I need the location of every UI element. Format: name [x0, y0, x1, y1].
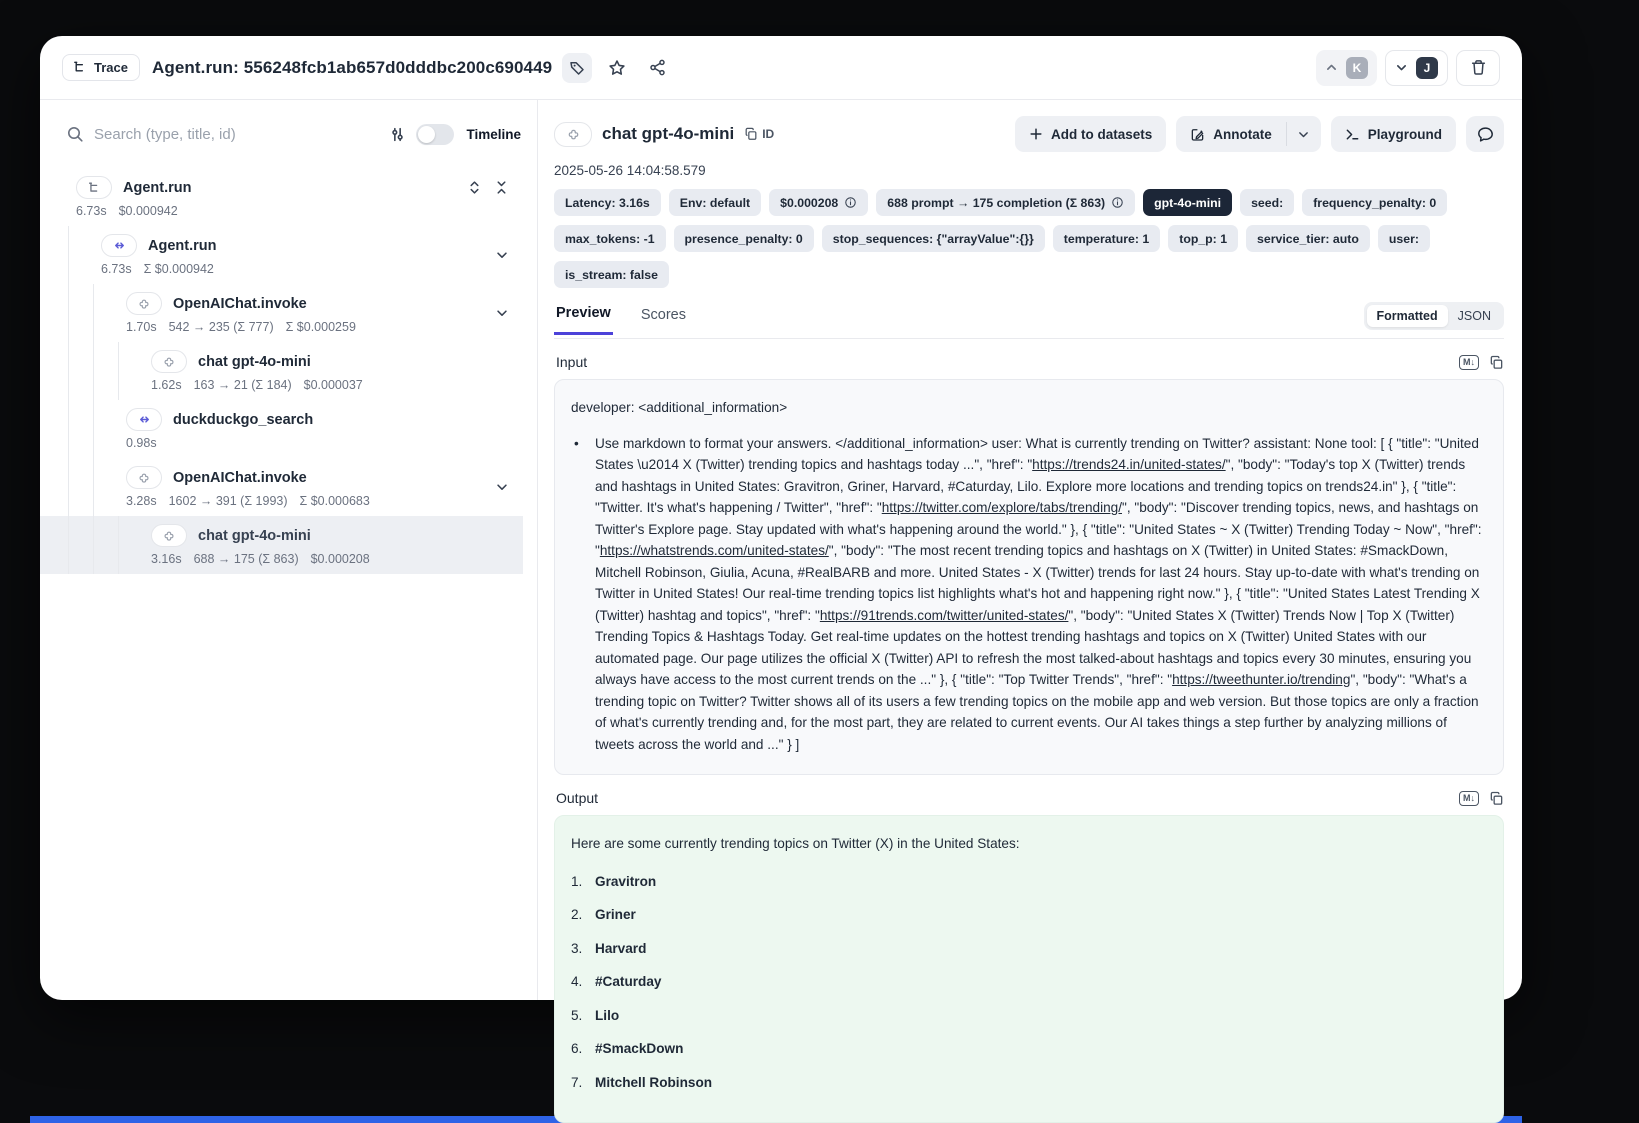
- run-metadata-badges: [554, 189, 1464, 288]
- run-title: chat gpt-4o-mini: [602, 124, 735, 143]
- tree-row-meta: 1.70s 542 → 235 (Σ 777) Σ $0.000259: [126, 320, 356, 334]
- trash-icon: [1470, 59, 1487, 76]
- tab-preview[interactable]: Preview: [554, 305, 613, 335]
- copy-icon: [744, 127, 758, 141]
- info-icon: [1111, 196, 1124, 209]
- delete-trace-button[interactable]: [1456, 50, 1500, 86]
- playground-button[interactable]: [1331, 116, 1456, 152]
- copy-icon[interactable]: [1489, 791, 1504, 806]
- copy-icon[interactable]: [1489, 355, 1504, 370]
- annotate-label: Annotate: [1213, 126, 1272, 142]
- io-scroll-area[interactable]: [554, 339, 1504, 1090]
- search-input[interactable]: [94, 126, 379, 143]
- tree-row[interactable]: [40, 516, 523, 574]
- input-hyperlink[interactable]: https://whatstrends.com/united-states/: [599, 543, 829, 558]
- timeline-toggle[interactable]: [416, 124, 454, 145]
- next-run-button[interactable]: [1385, 50, 1448, 86]
- share-icon: [649, 59, 666, 76]
- shortcut-key-j: J: [1416, 57, 1438, 79]
- output-list-item: 5. Lilo: [571, 1007, 620, 1023]
- trace-tree-icon: [72, 60, 87, 75]
- tab-scores[interactable]: Scores: [640, 306, 686, 323]
- output-list-item: 4. #Caturday: [571, 974, 662, 989]
- run-detail-panel: [538, 100, 1522, 1090]
- plus-icon: [1029, 127, 1043, 141]
- annotate-more-button[interactable]: [1287, 116, 1321, 152]
- favorite-button[interactable]: [602, 53, 632, 83]
- expand-all-icon[interactable]: [467, 180, 482, 195]
- span-icon: [101, 234, 137, 257]
- metadata-badge[interactable]: temperature: 1: [1053, 225, 1160, 252]
- trace-badge-label: Trace: [94, 60, 128, 75]
- tree-row-label: Agent.run: [123, 179, 192, 196]
- output-content-card: [554, 815, 1504, 1123]
- tree-row-meta: 6.73s Σ $0.000942: [101, 262, 214, 276]
- add-to-datasets-button[interactable]: [1015, 116, 1166, 152]
- trace-title: Agent.run: 556248fcb1ab657d0dddbc200c690449: [151, 57, 553, 77]
- chevron-down-icon[interactable]: [495, 306, 509, 320]
- tree-indent-guide: [93, 516, 94, 574]
- chevron-down-icon: [1395, 61, 1408, 74]
- tree-indent-guide: [68, 400, 69, 458]
- format-toggle: [1364, 302, 1504, 330]
- tree-indent-guide: [93, 342, 94, 400]
- trace-header: [40, 36, 1522, 100]
- markdown-icon[interactable]: M↓: [1459, 355, 1479, 370]
- tree-indent-guide: [68, 458, 69, 516]
- tree-row-meta: 3.16s 688 → 175 (Σ 863) $0.000208: [151, 552, 370, 566]
- collapse-all-icon[interactable]: [494, 180, 509, 195]
- tree-indent-guide: [68, 284, 69, 342]
- format-json[interactable]: JSON: [1457, 309, 1491, 323]
- llm-icon: [126, 292, 162, 315]
- metadata-badge[interactable]: 688 prompt → 175 completion (Σ 863): [876, 189, 1135, 216]
- output-trend-list: [571, 871, 1487, 1094]
- trace-tree: [60, 168, 523, 574]
- star-icon: [608, 59, 626, 77]
- timeline-toggle-label: Timeline: [466, 126, 521, 142]
- output-list-item: 1. Gravitron: [571, 873, 657, 889]
- tree-row[interactable]: [40, 458, 523, 516]
- tree-row[interactable]: [40, 400, 523, 458]
- annotate-split-button: [1176, 116, 1321, 152]
- prev-run-button[interactable]: [1316, 50, 1377, 86]
- filter-icon[interactable]: [389, 126, 406, 143]
- annotate-pencil-icon: [1190, 127, 1205, 142]
- tree-row-label: OpenAIChat.invoke: [173, 469, 307, 486]
- tree-row-meta: 3.28s 1602 → 391 (Σ 1993) Σ $0.000683: [126, 494, 370, 508]
- output-section-label: Output: [556, 790, 599, 806]
- llm-icon: [151, 524, 187, 547]
- tree-row-meta: 0.98s: [126, 436, 157, 450]
- input-lead-text: developer: <additional_information>: [571, 400, 788, 415]
- llm-icon: [554, 122, 592, 147]
- trace-type-badge: [62, 54, 140, 81]
- tree-row-label: OpenAIChat.invoke: [173, 295, 307, 312]
- tree-indent-guide: [118, 342, 119, 400]
- tree-indent-guide: [93, 284, 94, 342]
- tree-row-meta: 1.62s 163 → 21 (Σ 184) $0.000037: [151, 378, 363, 392]
- shortcut-key-k: K: [1346, 57, 1368, 79]
- tree-indent-guide: [93, 458, 94, 516]
- chat-bubble-icon: [1477, 126, 1494, 143]
- chevron-up-icon: [1325, 61, 1338, 74]
- tree-row-label: chat gpt-4o-mini: [198, 527, 311, 544]
- input-hyperlink[interactable]: https://91trends.com/twitter/united-states/: [819, 607, 1069, 623]
- span-icon: [126, 408, 162, 431]
- annotate-button[interactable]: [1176, 116, 1286, 152]
- input-hyperlink[interactable]: https://twitter.com/explore/tabs/trending/: [881, 500, 1122, 515]
- tree-row-label: chat gpt-4o-mini: [198, 353, 311, 370]
- output-list-item: 7. Mitchell Robinson: [571, 1074, 713, 1090]
- tree-indent-guide: [68, 342, 69, 400]
- tree-row[interactable]: [40, 168, 523, 226]
- metadata-badge[interactable]: top_p: 1: [1168, 225, 1238, 252]
- tree-row-meta: 6.73s $0.000942: [76, 204, 178, 218]
- tree-row[interactable]: [40, 342, 523, 400]
- metadata-badge[interactable]: Latency: 3.16s: [554, 189, 661, 216]
- search-icon: [66, 125, 84, 143]
- tree-indent-guide: [118, 516, 119, 574]
- input-hyperlink[interactable]: https://tweethunter.io/trending: [1172, 672, 1351, 687]
- add-to-datasets-label: Add to datasets: [1050, 126, 1153, 142]
- trace-icon: [76, 176, 112, 199]
- chevron-down-icon: [1297, 128, 1310, 141]
- tree-indent-guide: [68, 516, 69, 574]
- metadata-badge[interactable]: max_tokens: -1: [554, 225, 666, 252]
- bullet-marker: •: [574, 435, 579, 451]
- tree-indent-guide: [93, 400, 94, 458]
- markdown-icon[interactable]: M↓: [1459, 791, 1479, 806]
- llm-icon: [126, 466, 162, 489]
- chevron-down-icon[interactable]: [495, 248, 509, 262]
- trace-sidebar: [40, 100, 538, 1000]
- share-button[interactable]: [642, 53, 672, 83]
- metadata-badge[interactable]: presence_penalty: 0: [674, 225, 814, 252]
- input-hyperlink[interactable]: https://trends24.in/united-states/: [1032, 457, 1226, 472]
- playground-label: Playground: [1367, 126, 1442, 142]
- output-list-item: 3. Harvard: [571, 940, 647, 956]
- metadata-badge[interactable]: frequency_penalty: 0: [1302, 189, 1447, 216]
- input-content-card: [554, 379, 1504, 775]
- metadata-badge[interactable]: gpt-4o-mini: [1143, 189, 1232, 216]
- tag-button[interactable]: [562, 53, 592, 83]
- tree-indent-guide: [68, 226, 69, 284]
- trace-window: [40, 36, 1522, 1090]
- terminal-icon: [1345, 127, 1360, 142]
- input-bullet-text: Use markdown to format your answers. </additional_information> user: What is currently trending on Twitter? assistant: None tool: [ { "title": "United States \u2014 X (Twitter) trending topics and hashtags today ...", "href": "https://trends24.in/united-states/", "body": "Today's top X (Twitter) trends and hashtags in United States: Gravitron, Griner, Harvard, #Caturday, Lilo. Explore more locations and trending topics on trends24.in" }, { "title": "Twitter. It's what's happening / Twitter", "href": "https://twitter.com/explore/tabs/trending/", "body": "Discover trending topics, news, and hashtags on Twitter's Explore page. Stay updated with what's happening around the world." }, { "title": "United States ~ X (Twitter) Trending Today ~ Now", "href": "https://whatstrends.com/united-states/", "body": "The most recent trending topics and hashtags on X (Twitter) in United States: #SmackDown, Mitchell Robinson, Giulia, Acuna, #RealBARB and more. United States - X (Twitter) trends for last 24 hours. Stay up-to-date with what's trending on Twitter in United States! Our real-time trending topics list highlights what's hot and happening right now." }, { "title": "United States Latest Trending X (Twitter) hashtag and topics", "href": "https://91trends.com/twitter/united-states/", "body": "United States X (Twitter) Trends Now | Top X (Twitter) Trending Topics & Hashtags Today. Get real-time updates on the hottest trending hashtags and topics on X (Twitter) United States with our automated page. Our page utilizes the official X (Twitter) API to refresh the most talked-about hashtags and topics every 30 minutes, ensuring you always have access to the most current trends on the ..." }, { "title": "Top Twitter Trends", "href": "https://tweethunter.io/trending", "body": "What's a trending topic on Twitter? Twitter shows all of its users a few trending topics on the mobile app and web version. But those topics are only a fraction of what's currently trending and, for the most part, they are related to current events. Our AI takes things a step further by analyzing millions of tweets across the world and ..." } ]: [595, 435, 1482, 752]
- llm-icon: [151, 350, 187, 373]
- comments-button[interactable]: [1466, 116, 1504, 152]
- tree-row[interactable]: [40, 226, 523, 284]
- output-list-item: 6. #SmackDown: [571, 1041, 684, 1056]
- tree-row-label: Agent.run: [148, 237, 217, 254]
- copy-id-button[interactable]: [744, 127, 774, 141]
- chevron-down-icon[interactable]: [495, 480, 509, 494]
- metadata-badge[interactable]: seed:: [1240, 189, 1294, 216]
- info-icon: [844, 196, 857, 209]
- output-list-item: 2. Griner: [571, 907, 636, 922]
- metadata-badge[interactable]: $0.000208: [769, 189, 868, 216]
- id-label: ID: [762, 127, 775, 141]
- metadata-badge[interactable]: user:: [1378, 225, 1430, 252]
- tag-icon: [569, 60, 585, 76]
- metadata-badge[interactable]: is_stream: false: [554, 261, 669, 288]
- input-section-label: Input: [556, 354, 588, 370]
- metadata-badge[interactable]: stop_sequences: {"arrayValue":{}}: [822, 225, 1045, 252]
- run-timestamp: 2025-05-26 14:04:58.579: [554, 163, 706, 178]
- metadata-badge[interactable]: Env: default: [669, 189, 761, 216]
- detail-tabs: [554, 302, 1504, 339]
- format-formatted[interactable]: Formatted: [1367, 305, 1448, 327]
- metadata-badge[interactable]: service_tier: auto: [1246, 225, 1370, 252]
- output-intro-text: Here are some currently trending topics on Twitter (X) in the United States:: [571, 836, 1020, 851]
- tree-row[interactable]: [40, 284, 523, 342]
- tree-row-label: duckduckgo_search: [173, 411, 314, 428]
